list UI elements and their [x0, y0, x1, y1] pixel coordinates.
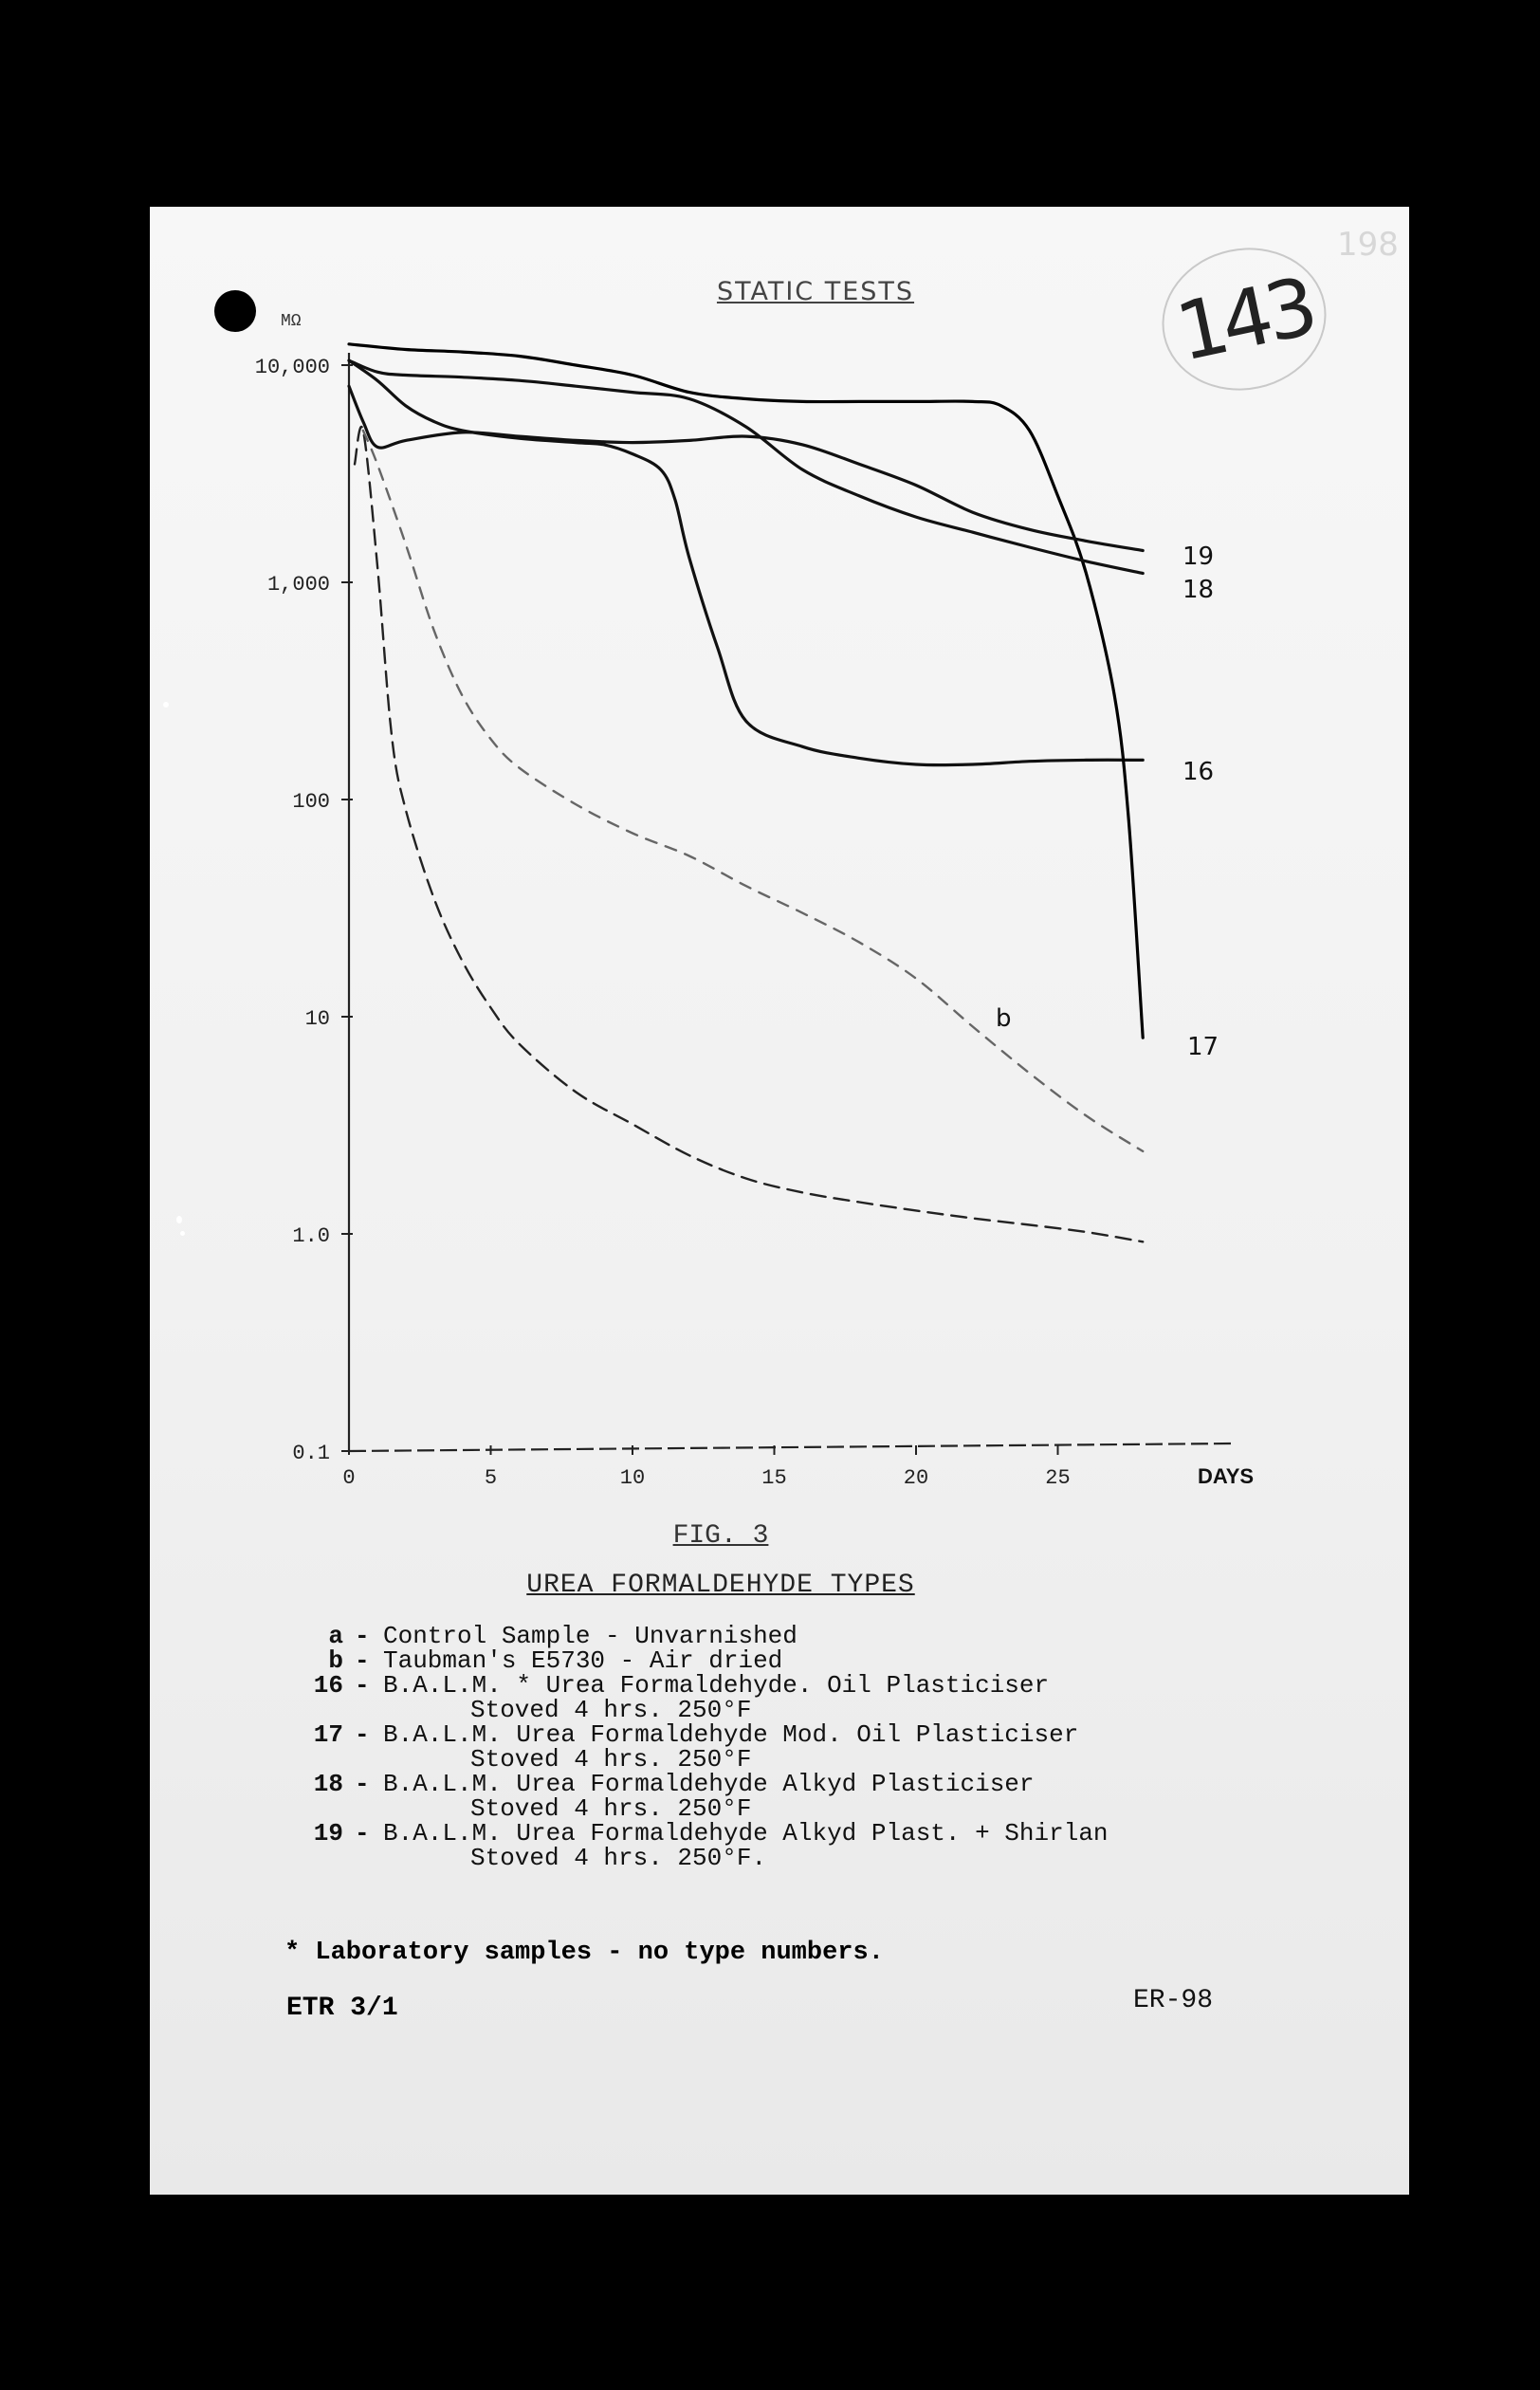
x-tick-label: 20 [903, 1466, 929, 1490]
legend-text: B.A.L.M. Urea Formaldehyde Alkyd Plast. + Shirlan [383, 1819, 1109, 1848]
y-tick-label: 10,000 [254, 356, 330, 379]
legend [284, 1624, 1233, 1870]
series-line-19 [349, 386, 1143, 550]
series-label-19: 19 [1182, 542, 1215, 571]
speck [176, 1216, 182, 1223]
series-line-b [363, 431, 1143, 1151]
x-tick-label: 0 [342, 1466, 356, 1490]
legend-item: 16 - B.A.L.M. * Urea Formaldehyde. Oil Plasticiser Stoved 4 hrs. 250°F [284, 1673, 1233, 1722]
series-line-18 [349, 360, 1143, 573]
speck [180, 1231, 185, 1236]
archive-number: 143 [1168, 259, 1320, 379]
legend-text: B.A.L.M. Urea Formaldehyde Alkyd Plasticiser [383, 1770, 1035, 1798]
legend-key: 17 [313, 1720, 343, 1749]
legend-text: Control Sample - Unvarnished [383, 1622, 798, 1650]
reference-left: ETR 3/1 [286, 1994, 398, 2023]
legend-item: 18 - B.A.L.M. Urea Formaldehyde Alkyd Plasticiser Stoved 4 hrs. 250°F [284, 1772, 1233, 1821]
legend-item: b - Taubman's E5730 - Air dried [284, 1648, 1233, 1673]
legend-key: 19 [313, 1819, 343, 1848]
series-label-18: 18 [1182, 576, 1215, 604]
series-label-16: 16 [1182, 758, 1215, 786]
series-label-b: b [996, 1004, 1012, 1033]
legend-item: 17 - B.A.L.M. Urea Formaldehyde Mod. Oil Plasticiser Stoved 4 hrs. 250°F [284, 1722, 1233, 1772]
speck [163, 702, 169, 708]
series-line-a [355, 427, 1143, 1241]
y-axis-label: MΩ [281, 312, 302, 331]
series-line-17 [349, 344, 1143, 1038]
legend-text: B.A.L.M. Urea Formaldehyde Mod. Oil Plasticiser [383, 1720, 1079, 1749]
x-tick-label: 25 [1045, 1466, 1071, 1490]
y-tick-label: 1.0 [292, 1224, 330, 1248]
y-tick-label: 10 [304, 1007, 330, 1031]
x-tick-label: 10 [619, 1466, 646, 1490]
x-tick-label: 15 [761, 1466, 787, 1490]
y-tick-label: 1,000 [266, 573, 330, 597]
legend-key: a [328, 1622, 343, 1650]
y-tick-label: 0.1 [292, 1442, 330, 1465]
x-axis [349, 1443, 1233, 1451]
figure-subtitle: UREA FORMALDEHYDE TYPES [526, 1571, 915, 1600]
reference-right: ER-98 [1133, 1986, 1214, 2015]
legend-text-cont: Stoved 4 hrs. 250°F [470, 1696, 752, 1724]
legend-text-cont: Stoved 4 hrs. 250°F [470, 1745, 752, 1774]
legend-text-cont: Stoved 4 hrs. 250°F [470, 1794, 752, 1823]
footnote: * Laboratory samples - no type numbers. [284, 1939, 884, 1967]
x-axis-label: DAYS [1198, 1464, 1255, 1488]
page-header: STATIC TESTS [716, 277, 915, 306]
legend-key: 18 [313, 1770, 343, 1798]
x-tick-label: 5 [484, 1466, 498, 1490]
legend-text: B.A.L.M. * Urea Formaldehyde. Oil Plasticiser [383, 1671, 1050, 1700]
legend-item: 19 - B.A.L.M. Urea Formaldehyde Alkyd Plast. + Shirlan Stoved 4 hrs. 250°F. [284, 1821, 1233, 1870]
legend-key: b [328, 1646, 343, 1675]
archive-number-ghost: 198 [1337, 226, 1399, 264]
legend-text: Taubman's E5730 - Air dried [383, 1646, 783, 1675]
y-tick-label: 100 [292, 790, 330, 814]
legend-text-cont: Stoved 4 hrs. 250°F. [470, 1844, 767, 1872]
legend-item: a - Control Sample - Unvarnished [284, 1624, 1233, 1648]
series-label-17: 17 [1187, 1033, 1219, 1061]
legend-key: 16 [313, 1671, 343, 1700]
figure-label: FIG. 3 [672, 1521, 769, 1551]
